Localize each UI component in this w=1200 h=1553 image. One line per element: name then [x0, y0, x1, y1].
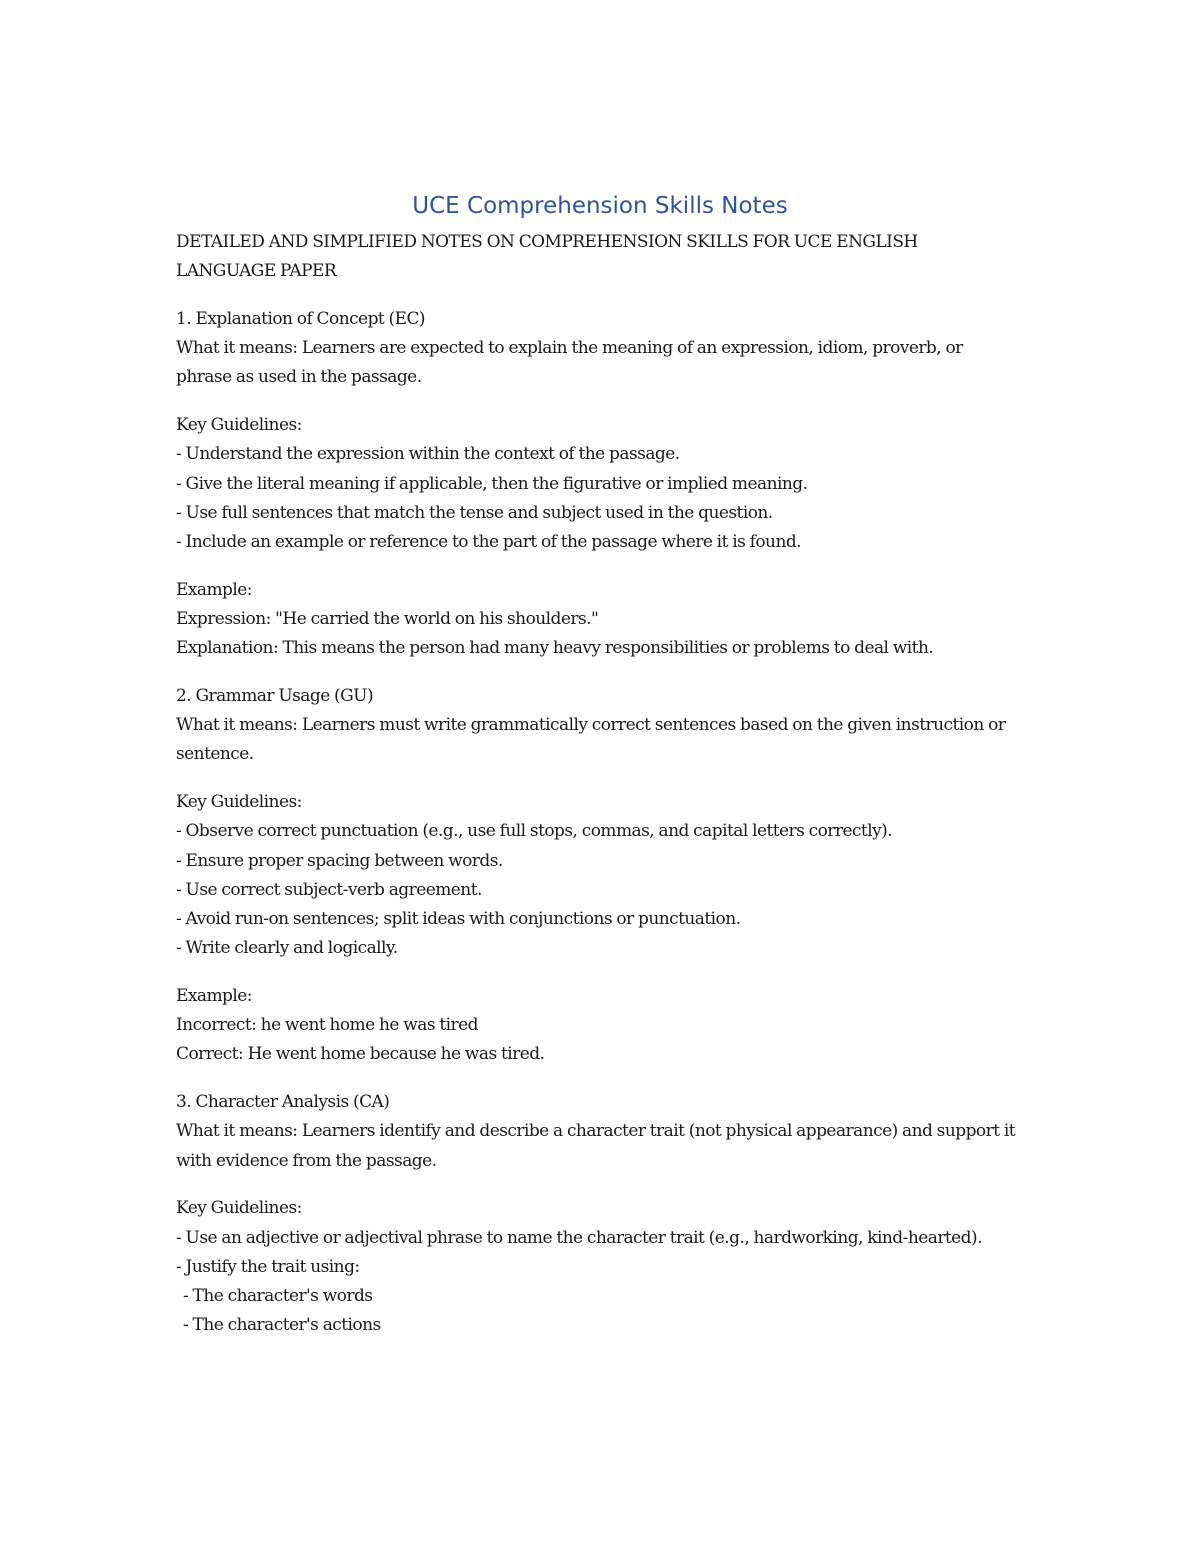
document-body	[176, 228, 1016, 1340]
guideline-item: - Include an example or reference to the part of the passage where it is found.	[176, 532, 802, 553]
section-heading-gu: 2. Grammar Usage (GU)	[176, 686, 374, 707]
guideline-item: - Ensure proper spacing between words.	[176, 850, 503, 871]
guideline-item: - Use correct subject-verb agreement.	[176, 879, 482, 900]
guideline-item: - Use an adjective or adjectival phrase to name the character trait (e.g., hardworking, kind-hearted).	[176, 1227, 982, 1248]
guideline-item: - Give the literal meaning if applicable, then the figurative or implied meaning.	[176, 473, 808, 494]
example-label-gu: Example:	[176, 986, 252, 1007]
guideline-item: - Write clearly and logically.	[176, 938, 398, 959]
example-line: Correct: He went home because he was tired.	[176, 1044, 545, 1065]
example-line: Expression: "He carried the world on his shoulders."	[176, 609, 599, 630]
guideline-item: - Use full sentences that match the tense and subject used in the question.	[176, 502, 773, 523]
example-line: Incorrect: he went home he was tired	[176, 1015, 478, 1036]
section-meaning-ec: What it means: Learners are expected to explain the meaning of an expression, idiom, proverb, or phrase as used in the passage.	[176, 338, 963, 388]
example-line: Explanation: This means the person had many heavy responsibilities or problems to deal with.	[176, 638, 934, 659]
sub-guideline-item: - The character's actions	[183, 1315, 381, 1336]
section-meaning-ca: What it means: Learners identify and describe a character trait (not physical appearance) and support it with evidence from the passage.	[176, 1121, 1015, 1171]
guideline-item: - Observe correct punctuation (e.g., use full stops, commas, and capital letters correctly).	[176, 821, 893, 842]
guideline-item: - Justify the trait using:	[176, 1256, 360, 1277]
section-heading-ec: 1. Explanation of Concept (EC)	[176, 309, 426, 329]
guidelines-label-ec: Key Guidelines:	[176, 415, 302, 436]
guideline-item: - Avoid run-on sentences; split ideas with conjunctions or punctuation.	[176, 909, 741, 930]
guideline-item: - Understand the expression within the context of the passage.	[176, 444, 680, 465]
page-title: UCE Comprehension Skills Notes	[412, 193, 788, 219]
section-meaning-gu: What it means: Learners must write grammatically correct sentences based on the given instruction or sentence.	[176, 715, 1006, 765]
guidelines-label-gu: Key Guidelines:	[176, 792, 302, 813]
sub-guideline-item: - The character's words	[183, 1286, 373, 1307]
section-heading-ca: 3. Character Analysis (CA)	[176, 1092, 390, 1113]
guidelines-label-ca: Key Guidelines:	[176, 1198, 302, 1219]
example-label-ec: Example:	[176, 579, 252, 600]
document-subtitle: DETAILED AND SIMPLIFIED NOTES ON COMPREHENSION SKILLS FOR UCE ENGLISH LANGUAGE PAPER	[176, 232, 918, 282]
